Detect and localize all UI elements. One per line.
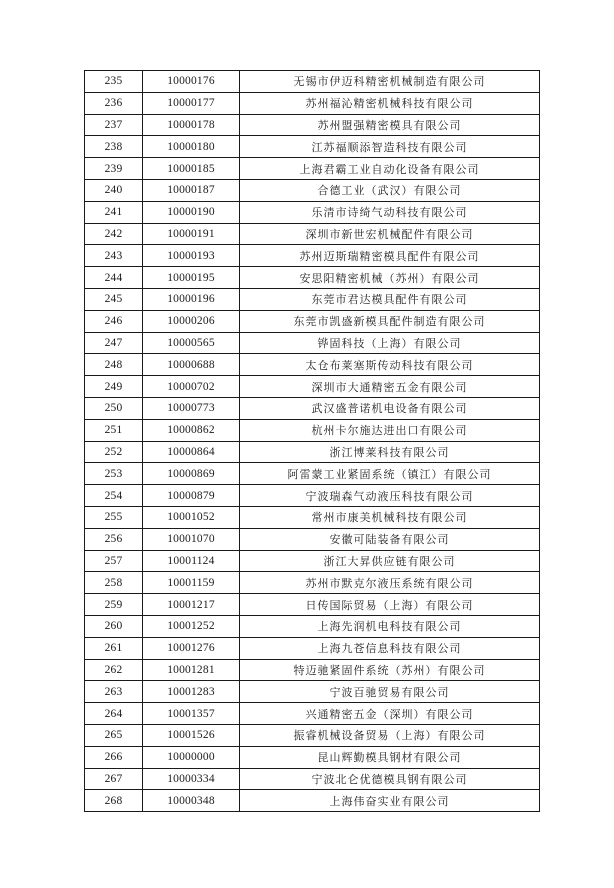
vendor-id-cell: 10000000 bbox=[143, 746, 240, 768]
row-number-cell: 252 bbox=[85, 441, 143, 463]
vendor-id-cell: 10000196 bbox=[143, 288, 240, 310]
company-name-cell: 深圳市新世宏机械配件有限公司 bbox=[240, 223, 540, 245]
vendor-id-cell: 10000864 bbox=[143, 441, 240, 463]
row-number-cell: 266 bbox=[85, 746, 143, 768]
company-name-cell: 昆山辉勤模具钢材有限公司 bbox=[240, 746, 540, 768]
company-name-cell: 铧固科技（上海）有限公司 bbox=[240, 332, 540, 354]
company-name-cell: 上海先润机电科技有限公司 bbox=[240, 615, 540, 637]
table-row bbox=[85, 288, 540, 310]
company-name-cell: 江苏福顺添智造科技有限公司 bbox=[240, 136, 540, 158]
company-name-cell: 武汉盛普诺机电设备有限公司 bbox=[240, 397, 540, 419]
table-row bbox=[85, 485, 540, 507]
row-number-cell: 250 bbox=[85, 397, 143, 419]
table-row bbox=[85, 376, 540, 398]
vendor-id-cell: 10000191 bbox=[143, 223, 240, 245]
table-row bbox=[85, 615, 540, 637]
row-number-cell: 268 bbox=[85, 790, 143, 812]
row-number-cell: 245 bbox=[85, 288, 143, 310]
row-number-cell: 256 bbox=[85, 528, 143, 550]
row-number-cell: 262 bbox=[85, 659, 143, 681]
company-name-cell: 苏州市默克尔液压系统有限公司 bbox=[240, 572, 540, 594]
vendor-id-cell: 10000565 bbox=[143, 332, 240, 354]
company-name-cell: 上海伟奋实业有限公司 bbox=[240, 790, 540, 812]
company-name-cell: 苏州迈斯瑞精密模具配件有限公司 bbox=[240, 245, 540, 267]
vendor-id-cell: 10001252 bbox=[143, 615, 240, 637]
vendor-id-cell: 10000180 bbox=[143, 136, 240, 158]
row-number-cell: 248 bbox=[85, 354, 143, 376]
table-row bbox=[85, 310, 540, 332]
company-name-cell: 日传国际贸易（上海）有限公司 bbox=[240, 594, 540, 616]
company-name-cell: 常州市康美机械科技有限公司 bbox=[240, 506, 540, 528]
table-row bbox=[85, 397, 540, 419]
table-row bbox=[85, 659, 540, 681]
vendor-id-cell: 10001281 bbox=[143, 659, 240, 681]
company-name-cell: 阿雷蒙工业紧固系统（镇江）有限公司 bbox=[240, 463, 540, 485]
vendor-id-cell: 10001276 bbox=[143, 637, 240, 659]
company-name-cell: 兴通精密五金（深圳）有限公司 bbox=[240, 703, 540, 725]
table-row bbox=[85, 506, 540, 528]
vendor-id-cell: 10000334 bbox=[143, 768, 240, 790]
company-name-cell: 振睿机械设备贸易（上海）有限公司 bbox=[240, 724, 540, 746]
table-row bbox=[85, 768, 540, 790]
company-name-cell: 深圳市大通精密五金有限公司 bbox=[240, 376, 540, 398]
row-number-cell: 267 bbox=[85, 768, 143, 790]
row-number-cell: 247 bbox=[85, 332, 143, 354]
row-number-cell: 236 bbox=[85, 92, 143, 114]
table-row bbox=[85, 223, 540, 245]
company-name-cell: 无锡市伊迈科精密机械制造有限公司 bbox=[240, 71, 540, 93]
table-row bbox=[85, 637, 540, 659]
vendor-id-cell: 10000206 bbox=[143, 310, 240, 332]
table-row bbox=[85, 92, 540, 114]
row-number-cell: 237 bbox=[85, 114, 143, 136]
company-name-cell: 东莞市凯盛新模具配件制造有限公司 bbox=[240, 310, 540, 332]
row-number-cell: 251 bbox=[85, 419, 143, 441]
table-row bbox=[85, 594, 540, 616]
vendor-id-cell: 10001124 bbox=[143, 550, 240, 572]
table-row bbox=[85, 158, 540, 180]
vendor-id-cell: 10001283 bbox=[143, 681, 240, 703]
row-number-cell: 258 bbox=[85, 572, 143, 594]
table-row bbox=[85, 572, 540, 594]
row-number-cell: 254 bbox=[85, 485, 143, 507]
vendor-id-cell: 10000773 bbox=[143, 397, 240, 419]
company-table-body bbox=[85, 71, 540, 812]
vendor-id-cell: 10001217 bbox=[143, 594, 240, 616]
vendor-id-cell: 10000176 bbox=[143, 71, 240, 93]
company-name-cell: 杭州卡尔施达进出口有限公司 bbox=[240, 419, 540, 441]
table-row bbox=[85, 114, 540, 136]
table-row bbox=[85, 267, 540, 289]
row-number-cell: 260 bbox=[85, 615, 143, 637]
vendor-id-cell: 10000688 bbox=[143, 354, 240, 376]
row-number-cell: 264 bbox=[85, 703, 143, 725]
row-number-cell: 238 bbox=[85, 136, 143, 158]
table-row bbox=[85, 179, 540, 201]
vendor-id-cell: 10001070 bbox=[143, 528, 240, 550]
table-row bbox=[85, 332, 540, 354]
table-row bbox=[85, 463, 540, 485]
vendor-id-cell: 10000177 bbox=[143, 92, 240, 114]
table-row bbox=[85, 790, 540, 812]
row-number-cell: 265 bbox=[85, 724, 143, 746]
company-name-cell: 安思阳精密机械（苏州）有限公司 bbox=[240, 267, 540, 289]
vendor-id-cell: 10000879 bbox=[143, 485, 240, 507]
company-name-cell: 乐清市诗绮气动科技有限公司 bbox=[240, 201, 540, 223]
company-name-cell: 浙江大昇供应链有限公司 bbox=[240, 550, 540, 572]
row-number-cell: 241 bbox=[85, 201, 143, 223]
vendor-id-cell: 10000190 bbox=[143, 201, 240, 223]
row-number-cell: 261 bbox=[85, 637, 143, 659]
table-row bbox=[85, 71, 540, 93]
table-row bbox=[85, 354, 540, 376]
row-number-cell: 255 bbox=[85, 506, 143, 528]
row-number-cell: 243 bbox=[85, 245, 143, 267]
company-name-cell: 太仓布莱塞斯传动科技有限公司 bbox=[240, 354, 540, 376]
vendor-id-cell: 10000178 bbox=[143, 114, 240, 136]
row-number-cell: 257 bbox=[85, 550, 143, 572]
company-table bbox=[84, 70, 540, 812]
table-row bbox=[85, 419, 540, 441]
vendor-id-cell: 10001357 bbox=[143, 703, 240, 725]
table-row bbox=[85, 724, 540, 746]
row-number-cell: 246 bbox=[85, 310, 143, 332]
table-row bbox=[85, 746, 540, 768]
table-row bbox=[85, 441, 540, 463]
vendor-id-cell: 10001159 bbox=[143, 572, 240, 594]
company-name-cell: 宁波北仑优德模具钢有限公司 bbox=[240, 768, 540, 790]
company-name-cell: 苏州福沁精密机械科技有限公司 bbox=[240, 92, 540, 114]
vendor-id-cell: 10000862 bbox=[143, 419, 240, 441]
company-name-cell: 安徽可陆装备有限公司 bbox=[240, 528, 540, 550]
row-number-cell: 244 bbox=[85, 267, 143, 289]
row-number-cell: 259 bbox=[85, 594, 143, 616]
row-number-cell: 235 bbox=[85, 71, 143, 93]
table-row bbox=[85, 703, 540, 725]
company-name-cell: 上海君霸工业自动化设备有限公司 bbox=[240, 158, 540, 180]
row-number-cell: 242 bbox=[85, 223, 143, 245]
row-number-cell: 249 bbox=[85, 376, 143, 398]
company-name-cell: 上海九苍信息科技有限公司 bbox=[240, 637, 540, 659]
table-row bbox=[85, 681, 540, 703]
vendor-id-cell: 10000869 bbox=[143, 463, 240, 485]
company-name-cell: 苏州盟强精密模具有限公司 bbox=[240, 114, 540, 136]
table-row bbox=[85, 528, 540, 550]
vendor-id-cell: 10000185 bbox=[143, 158, 240, 180]
vendor-id-cell: 10000193 bbox=[143, 245, 240, 267]
table-row bbox=[85, 136, 540, 158]
vendor-id-cell: 10000187 bbox=[143, 179, 240, 201]
vendor-id-cell: 10000702 bbox=[143, 376, 240, 398]
vendor-id-cell: 10001526 bbox=[143, 724, 240, 746]
vendor-id-cell: 10000195 bbox=[143, 267, 240, 289]
row-number-cell: 240 bbox=[85, 179, 143, 201]
company-name-cell: 宁波百驰贸易有限公司 bbox=[240, 681, 540, 703]
row-number-cell: 253 bbox=[85, 463, 143, 485]
table-row bbox=[85, 550, 540, 572]
company-name-cell: 特迈驰紧固件系统（苏州）有限公司 bbox=[240, 659, 540, 681]
vendor-id-cell: 10000348 bbox=[143, 790, 240, 812]
company-name-cell: 东莞市君达模具配件有限公司 bbox=[240, 288, 540, 310]
row-number-cell: 239 bbox=[85, 158, 143, 180]
company-name-cell: 合德工业（武汉）有限公司 bbox=[240, 179, 540, 201]
row-number-cell: 263 bbox=[85, 681, 143, 703]
vendor-id-cell: 10001052 bbox=[143, 506, 240, 528]
company-name-cell: 浙江博莱科技有限公司 bbox=[240, 441, 540, 463]
table-row bbox=[85, 245, 540, 267]
company-name-cell: 宁波瑞森气动液压科技有限公司 bbox=[240, 485, 540, 507]
table-row bbox=[85, 201, 540, 223]
